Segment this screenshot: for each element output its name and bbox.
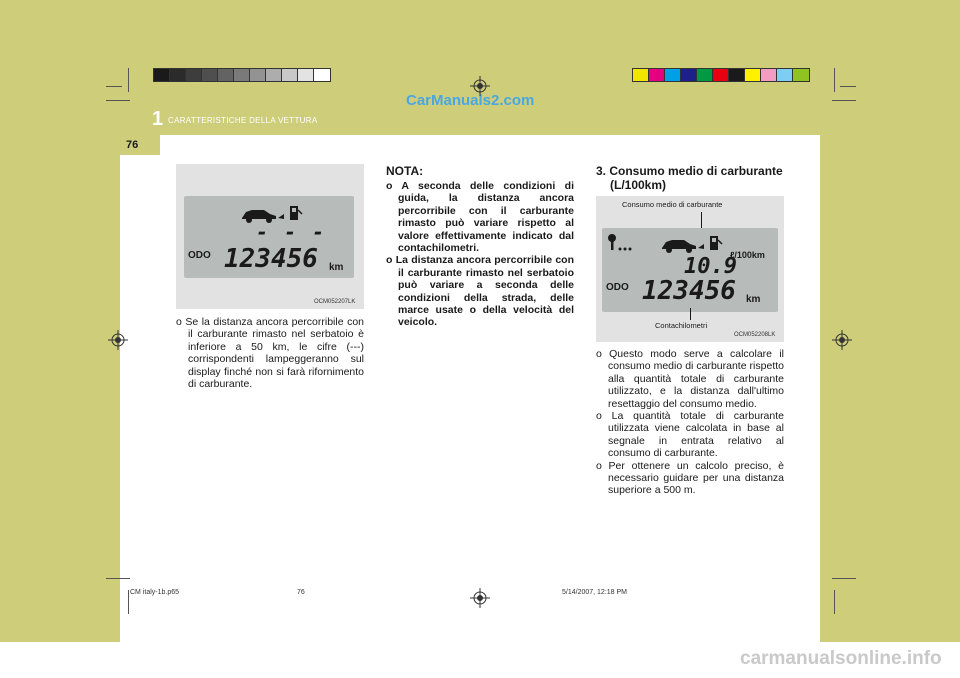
grayscale-swatch-bar	[153, 68, 331, 82]
consumption-bullet: o La quantità totale di carburante utilizzata viene calcolata in base al segnale in entrata relativo al consumo di carburante.	[596, 410, 784, 460]
color-swatch	[154, 69, 170, 81]
crop-mark	[840, 86, 856, 87]
color-swatch	[649, 69, 665, 81]
note-title: NOTA:	[386, 164, 424, 178]
odometer-value: 123456	[642, 276, 736, 306]
chapter-number: 1	[152, 108, 164, 130]
color-swatch	[745, 69, 761, 81]
color-swatch	[697, 69, 713, 81]
range-dashes: - - -	[256, 220, 327, 244]
crop-mark	[128, 68, 129, 92]
range-bullet-text: o Se la distanza ancora percorribile con il carburante rimasto nel serbatoio è inferiore a 50 km, le cifre (---) corrispondenti lampeggeranno sul display finché non si farà rifornimento di carburante.	[176, 316, 364, 391]
color-swatch	[681, 69, 697, 81]
watermark-top[interactable]: CarManuals2.com	[406, 92, 535, 109]
page-number: 76	[126, 139, 139, 151]
color-swatch	[234, 69, 250, 81]
color-swatch	[729, 69, 745, 81]
watermark-bottom[interactable]: carmanualsonline.info	[740, 648, 942, 669]
crop-mark	[106, 100, 130, 101]
color-swatch	[777, 69, 793, 81]
crop-mark	[832, 100, 856, 101]
section-heading-line2: (L/100km)	[610, 178, 667, 192]
odometer-value: 123456	[224, 244, 318, 274]
figure-code: OCM052208LK	[734, 332, 776, 338]
color-swatch-bar	[632, 68, 810, 82]
consumption-unit: ℓ/100km	[730, 250, 765, 260]
registration-mark-icon	[470, 76, 490, 96]
crop-mark	[106, 86, 122, 87]
color-swatch	[202, 69, 218, 81]
callout-odometer: Contachilometri	[655, 321, 708, 330]
section-heading	[596, 164, 786, 192]
chapter-title: CARATTERISTICHE DELLA VETTURA	[168, 116, 318, 125]
registration-mark-icon	[470, 588, 490, 608]
footer-page: 76	[297, 589, 305, 596]
consumption-bullet: o Per ottenere un calcolo preciso, è necessario guidare per una distanza superiore a 500 m.	[596, 459, 784, 497]
color-swatch	[266, 69, 282, 81]
color-swatch	[298, 69, 314, 81]
crop-mark	[832, 578, 856, 579]
color-swatch	[282, 69, 298, 81]
registration-mark-icon	[832, 330, 852, 350]
odo-label: ODO	[606, 282, 629, 293]
color-swatch	[170, 69, 186, 81]
color-swatch	[713, 69, 729, 81]
color-swatch	[314, 69, 330, 81]
callout-average-consumption: Consumo medio di carburante	[622, 200, 723, 209]
callout-line	[690, 308, 691, 320]
note-bullet: o La distanza ancora percorribile con il carburante rimasto nel serbatoio può variare a seconda delle condizioni della strada, delle marce usate o della velocità del veicolo.	[386, 254, 574, 329]
registration-mark-icon	[108, 330, 128, 350]
color-swatch	[665, 69, 681, 81]
crop-mark	[834, 68, 835, 92]
footer-timestamp: 5/14/2007, 12:18 PM	[562, 589, 627, 596]
color-swatch	[761, 69, 777, 81]
note-bullet: o A seconda delle condizioni di guida, la distanza ancora percorribile con il carburante rimasto può variare rispetto al valore effettivamente indicato dal contachilometri.	[386, 180, 574, 255]
consumption-bullets	[596, 348, 784, 497]
odo-label: ODO	[188, 250, 211, 261]
crop-mark	[128, 590, 129, 614]
key-car-fuel-icon	[606, 232, 726, 254]
color-swatch	[186, 69, 202, 81]
color-swatch	[633, 69, 649, 81]
consumption-value: 10.9	[684, 254, 737, 279]
color-swatch	[793, 69, 809, 81]
figure-code: OCM052207LK	[314, 299, 356, 305]
consumption-bullet: o Questo modo serve a calcolare il consumo medio di carburante rispetto alla quantità totale di carburante utilizzato, e la distanza dall'ultimo resettaggio del consumo medio.	[596, 348, 784, 410]
color-swatch	[218, 69, 234, 81]
note-body	[386, 180, 574, 329]
section-heading-line1: 3. Consumo medio di carburante	[596, 164, 783, 178]
crop-mark	[106, 578, 130, 579]
footer-file: CM italy-1b.p65	[130, 589, 180, 596]
km-unit: km	[329, 262, 344, 273]
color-swatch	[250, 69, 266, 81]
crop-mark	[834, 590, 835, 614]
km-unit: km	[746, 294, 761, 305]
